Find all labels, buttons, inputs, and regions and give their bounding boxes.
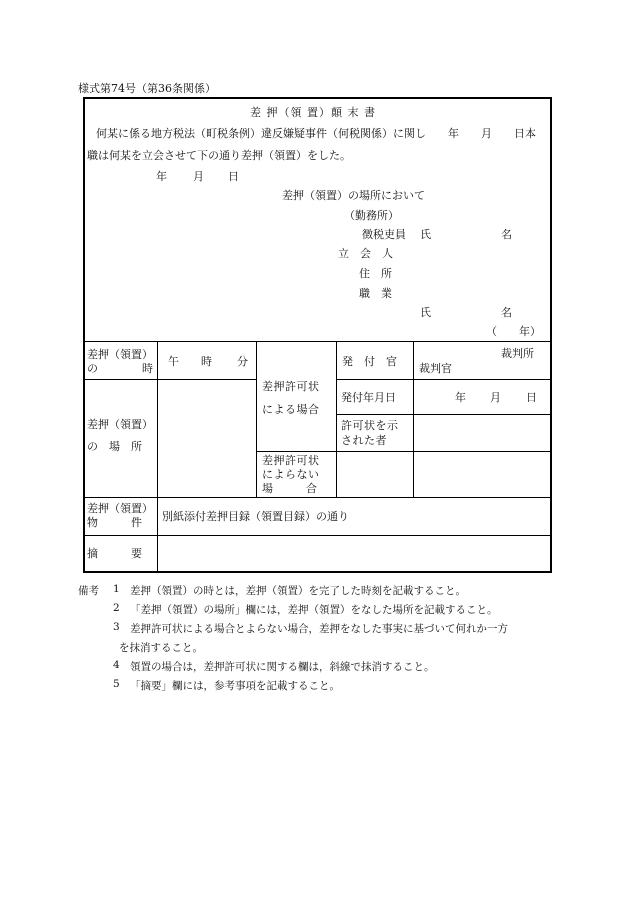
time-label-1: 差押（領置） — [87, 348, 153, 361]
rule-time-value-bottom — [157, 379, 256, 380]
issue-month: 月 — [490, 391, 501, 404]
remarks-label: 摘 要 — [87, 547, 142, 560]
items-value: 別紙添付差押目録（領置目録）の通り — [162, 510, 349, 523]
shown-to-2: された者 — [341, 434, 387, 447]
col-label-rule — [157, 341, 158, 571]
items-label-1: 差押（領置） — [87, 502, 153, 515]
witness-label: 立 会 人 — [338, 247, 393, 260]
rule-warrant-bottom — [256, 451, 551, 452]
note-3b: を抹消すること。 — [119, 642, 203, 654]
place-label-1: 差押（領置） — [87, 418, 153, 431]
witness-mei: 名 — [501, 306, 512, 319]
table-top-rule — [84, 341, 551, 342]
body-line-2: 職は何某を立会させて下の通り差押（領置）をした。 — [87, 149, 351, 162]
witness-shi: 氏 — [420, 306, 431, 319]
rule-time-bottom — [84, 379, 157, 380]
rule-items-bottom — [84, 535, 551, 536]
address-label: 住 所 — [359, 267, 392, 280]
note-1: 差押（領置）の時とは，差押（領置）を完了した時刻を記載すること。 — [130, 585, 466, 597]
collector-shi: 氏 — [420, 228, 431, 241]
issue-date-label: 発付年月日 — [341, 391, 396, 404]
judge-label: 裁判官 — [419, 362, 452, 375]
issuer-label: 発 付 官 — [342, 355, 397, 368]
date-year: 年 — [156, 170, 167, 183]
form-label: 様式第74号（第36条関係） — [78, 82, 216, 95]
place-line: 差押（領置）の場所において — [282, 189, 425, 202]
col-field-rule — [413, 341, 414, 497]
time-label-2: の 時 — [87, 362, 153, 375]
collector-mei: 名 — [501, 228, 512, 241]
note-1-num: 1 — [113, 583, 120, 595]
body-line-1: 何某に係る地方税法（町税条例）違反嫌疑事件（何税関係）に関し 年 月 日本 — [96, 127, 536, 140]
no-warrant-2: によらない — [262, 468, 320, 481]
rule-place-bottom — [84, 497, 551, 498]
issue-day: 日 — [526, 391, 537, 404]
collector-label: 徴税吏員 — [362, 228, 406, 241]
rule-issuedate-bottom — [336, 414, 551, 415]
note-5-num: 5 — [113, 678, 120, 690]
age-paren: （ 年） — [486, 325, 541, 338]
col-value-rule — [256, 341, 257, 497]
items-label-2: 物 件 — [87, 516, 142, 529]
note-2-num: 2 — [113, 602, 120, 614]
warrant-case-2: による場合 — [262, 403, 320, 416]
time-value-hour: 午 時 — [168, 355, 212, 368]
no-warrant-3: 場 合 — [262, 482, 317, 495]
issue-year: 年 — [455, 391, 466, 404]
rule-issuer-bottom — [336, 379, 551, 380]
note-3-num: 3 — [113, 621, 120, 633]
time-value-min: 分 — [237, 355, 248, 368]
note-2: 「差押（領置）の場所」欄には，差押（領置）をなした場所を記載すること。 — [130, 604, 498, 616]
place-label-2: の 場 所 — [87, 440, 142, 453]
notes-heading: 備考 — [78, 585, 99, 597]
note-4: 領置の場合は，差押許可状に関する欄は，斜線で抹消すること。 — [130, 661, 435, 673]
document-title: 差 押（領 置）顛 末 書 — [250, 106, 376, 119]
form-frame — [83, 97, 552, 573]
no-warrant-1: 差押許可状 — [262, 454, 320, 467]
date-month: 月 — [193, 170, 204, 183]
occupation-label: 職 業 — [359, 287, 392, 300]
col-case-rule — [336, 341, 337, 497]
office-label: （勤務所） — [344, 209, 399, 222]
note-3a: 差押許可状による場合とよらない場合，差押をなした事実に基づいて何れか一方 — [130, 623, 508, 635]
note-5: 「摘要」欄には，参考事項を記載すること。 — [130, 680, 340, 692]
note-4-num: 4 — [113, 659, 120, 671]
warrant-case-1: 差押許可状 — [262, 380, 320, 393]
shown-to-1: 許可状を示 — [341, 419, 399, 432]
date-day: 日 — [228, 170, 239, 183]
court-label: 裁判所 — [501, 347, 534, 360]
